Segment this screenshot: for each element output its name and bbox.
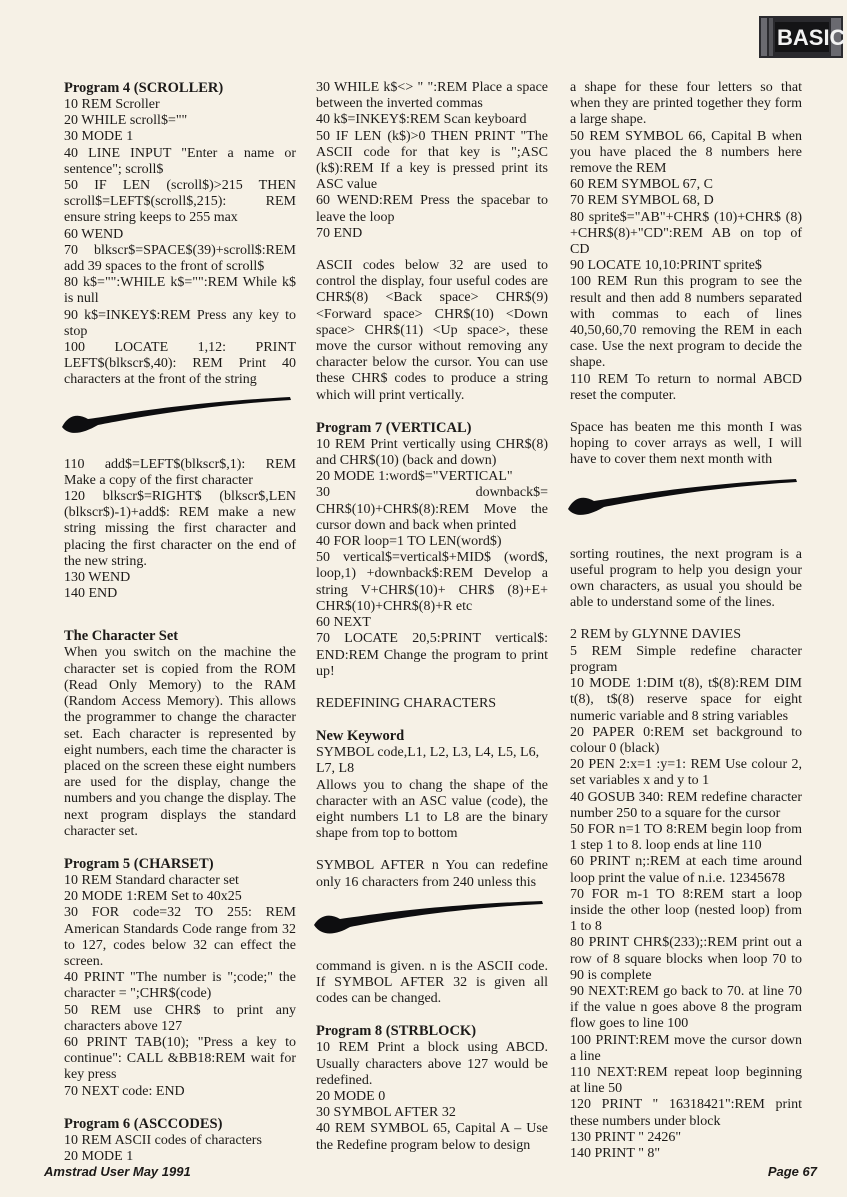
code-line: 120 blkscr$=RIGHT$ (blkscr$,LEN (blkscr$)-1)+add$: REM make a new string missing the first character and placing the first character on the end of the new string. (64, 489, 296, 569)
code-line: 20 MODE 1:word$="VERTICAL" (316, 469, 513, 485)
code-line: 130 PRINT " 2426" (570, 1129, 682, 1145)
program-8-title: Program 8 (STRBLOCK) (316, 1023, 477, 1040)
code-line: 50 IF LEN (scroll$)>215 THEN scroll$=LEFT$(scroll$,215): REM ensure string keeps to 255 max (64, 178, 296, 226)
ascii-paragraph: ASCII codes below 32 are used to control the display, four useful codes are CHR$(8) <Back space> CHR$(9) <Forward space> CHR$(10) <Down space> CHR$(11) <Up space>, these move the cursor without removing any character below the cursor. You can use these CHR$ codes to produce a string which will print vertically. (316, 258, 548, 403)
code-line: 20 WHILE scroll$="" (64, 113, 188, 129)
code-line: 80 PRINT CHR$(233);:REM print out a row of 8 square blocks when loop 70 to 90 is complete (570, 935, 802, 983)
code-line: 70 REM SYMBOL 68, D (570, 193, 714, 209)
code-line: 90 k$=INKEY$:REM Press any key to stop (64, 307, 296, 339)
code-line: 60 WEND:REM Press the spacebar to leave the loop (316, 193, 548, 225)
keyword-description: Allows you to chang the shape of the character with an ASC value (code), the eight numbers L1 to L8 are the binary shape from top to bottom (316, 777, 548, 842)
redefining-heading: REDEFINING CHARACTERS (316, 695, 497, 711)
pen-stroke-icon (564, 473, 804, 533)
program-5-title: Program 5 (CHARSET) (64, 855, 214, 872)
code-line: 20 PAPER 0:REM set background to colour 0 (black) (570, 724, 802, 756)
code-line: 70 FOR m-1 TO 8:REM start a loop inside the other loop (nested loop) from 1 to 8 (570, 886, 802, 935)
code-line: 50 IF LEN (k$)>0 THEN PRINT "The ASCII code for that key is ";ASC (k$):REM If a key is pressed print its ASC value (316, 128, 548, 193)
code-line: 20 MODE 1 (64, 1148, 134, 1164)
code-line: 5 REM Simple redefine character program (570, 643, 802, 675)
code-line: 30 SYMBOL AFTER 32 (316, 1105, 456, 1121)
code-line: 80 k$="":WHILE k$="":REM While k$ is null (64, 275, 296, 307)
code-line: 60 REM SYMBOL 67, C (570, 177, 714, 193)
footer-issue: Amstrad User May 1991 (44, 1164, 191, 1179)
code-line: 40 GOSUB 340: REM redefine character number 250 to a square for the cursor (570, 789, 802, 821)
code-line: 130 WEND (64, 570, 131, 586)
code-line: 20 MODE 1:REM Set to 40x25 (64, 889, 242, 905)
code-line: 50 FOR n=1 TO 8:REM begin loop from 1 step 1 to 8. loop ends at line 110 (570, 821, 802, 854)
code-line: 140 END (64, 586, 118, 602)
section-label: BASIC (777, 25, 846, 50)
code-line: 50 REM use CHR$ to print any characters above 127 (64, 1002, 296, 1034)
code-line: 60 WEND (64, 226, 124, 242)
code-line: 60 PRINT n;:REM at each time around loop print the value of n.i.e. 12345678 (570, 854, 802, 886)
code-line: 10 REM Standard character set (64, 872, 239, 888)
pen-stroke-icon (58, 393, 298, 453)
code-line: 30 downback$= CHR$(10)+CHR$(8):REM Move the cursor down and back when printed (316, 485, 548, 533)
code-line: 10 REM ASCII codes of characters (64, 1132, 262, 1148)
program-4-title: Program 4 (SCROLLER) (64, 80, 224, 96)
column-1 (64, 80, 296, 1165)
code-line: 10 REM Scroller (64, 97, 160, 112)
code-line: 100 LOCATE 1,12: PRINT LEFT$(blkscr$,40): REM Print 40 characters at the front of the string (64, 340, 296, 388)
code-line: 70 END (316, 225, 363, 241)
code-line: 10 MODE 1:DIM t(8), t$(8):REM DIM t(8), t$(8) reserve space for eight numeric variable and 8 string variables (570, 676, 802, 724)
code-line: 90 LOCATE 10,10:PRINT sprite$ (570, 258, 762, 274)
code-line: 20 MODE 0 (316, 1088, 386, 1104)
code-line: 70 LOCATE 20,5:PRINT vertical$: END:REM Change the program to print up! (316, 631, 548, 679)
code-line: 100 REM Run this program to see the result and then add 8 numbers separated with commas to each of lines 40,50,60,70 removing the REM in each case. Use the next program to decide the shape. (570, 274, 802, 371)
column-3 (570, 80, 802, 1162)
sorting-paragraph: sorting routines, the next program is a useful program to help you design your own characters, as usual you should be able to understand some of the lines. (570, 546, 802, 611)
code-line: 10 REM Print vertically using CHR$(8) and CHR$(10) (back and down) (316, 436, 548, 469)
code-line: 40 FOR loop=1 TO LEN(word$) (316, 534, 502, 550)
code-line: 110 NEXT:REM repeat loop beginning at line 50 (570, 1064, 802, 1097)
code-line: 80 sprite$="AB"+CHR$ (10)+CHR$ (8) +CHR$(8)+"CD":REM AB on top of CD (570, 209, 802, 258)
code-line: 30 WHILE k$<> " ":REM Place a space between the inverted commas (316, 80, 548, 112)
column-2 (316, 80, 548, 1154)
code-line: 110 REM To return to normal ABCD reset the computer. (570, 371, 802, 403)
code-line: 90 NEXT:REM go back to 70. at line 70 if the value n goes above 8 the program flow goes to line 100 (570, 983, 802, 1032)
space-paragraph: Space has beaten me this month I was hoping to cover arrays as well, I will have to cover them next month with (570, 420, 802, 468)
code-line: 40 LINE INPUT "Enter a name or sentence"; scroll$ (64, 145, 296, 177)
new-keyword-heading: New Keyword (316, 728, 405, 745)
code-line: 50 REM SYMBOL 66, Capital B when you have placed the 8 numbers here remove the REM (570, 128, 802, 177)
code-line: 70 NEXT code: END (64, 1083, 185, 1099)
pen-stroke-icon (310, 895, 550, 955)
code-line: 50 vertical$=vertical$+MID$ (word$, loop,1) +downback$:REM Develop a string V+CHR$(10)+ CHR$ (8)+E+ CHR$(10)+CHR$(8)+R etc (316, 550, 548, 614)
code-line: 30 FOR code=32 TO 255: REM American Standards Code range from 32 to 127, codes below 32 can effect the screen. (64, 905, 296, 969)
code-line: 40 REM SYMBOL 65, Capital A – Use the Redefine program below to design (316, 1121, 548, 1153)
code-line: 70 blkscr$=SPACE$(39)+scroll$:REM add 39 spaces to the front of scroll$ (64, 242, 296, 275)
code-line: 10 REM Print a block using ABCD. Usually characters above 127 would be redefined. (316, 1040, 548, 1088)
pen-stroke-divider (564, 473, 802, 535)
charset-heading: The Character Set (64, 628, 179, 645)
code-line: a shape for these four letters so that when they are printed together they form a large shape. (570, 80, 802, 128)
code-line: 40 PRINT "The number is ";code;" the character = ";CHR$(code) (64, 970, 296, 1002)
code-line: 40 k$=INKEY$:REM Scan keyboard (316, 112, 527, 128)
section-badge (719, 14, 847, 60)
code-line: 100 PRINT:REM move the cursor down a line (570, 1032, 802, 1064)
symbol-after-text: SYMBOL AFTER n You can redefine only 16 characters from 240 unless this (316, 858, 548, 890)
code-line: 30 MODE 1 (64, 129, 134, 145)
footer-page-number: Page 67 (767, 1164, 817, 1179)
code-line: 60 NEXT (316, 615, 371, 631)
code-line: 2 REM by GLYNNE DAVIES (570, 627, 742, 643)
charset-paragraph: When you switch on the machine the character set is copied from the ROM (Read Only Memory) to the RAM (Random Access Memory). This allows the programmer to change the character set. Each character is represented by eight numbers, each time the character is placed on the screen these eight numbers are used for the display, change the numbers and you change the display. The next program displays the standard character set. (64, 645, 296, 839)
code-line: 110 add$=LEFT$(blkscr$,1): REM Make a copy of the first character (64, 456, 296, 488)
code-line: 120 PRINT " 16318421":REM print these numbers under block (570, 1097, 802, 1129)
program-6-title: Program 6 (ASCCODES) (64, 1115, 223, 1132)
symbol-after-continued: command is given. n is the ASCII code. If SYMBOL AFTER 32 is given all codes can be changed. (316, 958, 548, 1007)
code-line: 140 PRINT " 8" (570, 1145, 661, 1161)
pen-stroke-divider (58, 393, 296, 455)
keyword-syntax: SYMBOL code,L1, L2, L3, L4, L5, L6, L7, L8 (316, 745, 540, 777)
program-7-title: Program 7 (VERTICAL) (316, 419, 472, 436)
code-line: 60 PRINT TAB(10); "Press a key to continue": CALL &BB18:REM wait for key press (64, 1034, 296, 1083)
code-line: 20 PEN 2:x=1 :y=1: REM Use colour 2, set variables x and y to 1 (570, 757, 802, 789)
pen-stroke-divider (310, 895, 548, 957)
